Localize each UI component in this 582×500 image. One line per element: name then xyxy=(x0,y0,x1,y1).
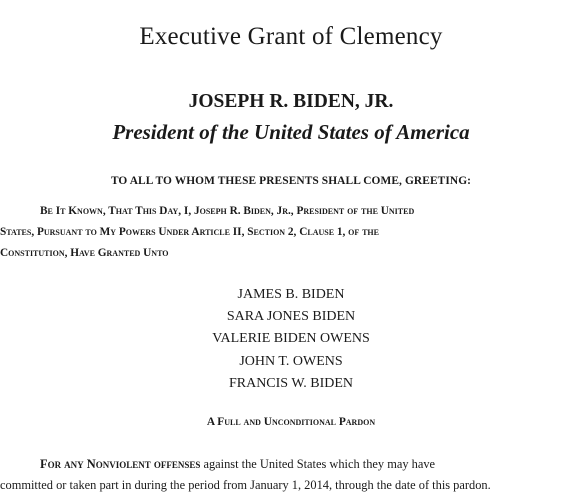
body-line-1-rest: against the United States which they may have xyxy=(200,457,436,471)
recipient-list xyxy=(0,284,582,395)
be-it-known-line-3: Constitution, Have Granted Unto xyxy=(0,247,169,259)
body-line-2: committed or taken part in during the period from January 1, 2014, through the date of this pardon. xyxy=(0,478,491,492)
body-line-1-lead: For any Nonviolent offenses xyxy=(40,457,201,471)
be-it-known-line-1: Be It Known, That This Day, I, Joseph R. Biden, Jr., President of the United xyxy=(40,205,415,217)
recipient-name: JOHN T. OWENS xyxy=(239,353,343,369)
be-it-known-line-2: States, Pursuant to My Powers Under Article II, Section 2, Clause 1, of the xyxy=(0,226,379,238)
recipient-name: JAMES B. BIDEN xyxy=(237,287,345,302)
pardon-type-heading: A Full and Unconditional Pardon xyxy=(206,416,376,428)
pardon-body-paragraph xyxy=(0,454,582,496)
recipient-name: VALERIE BIDEN OWENS xyxy=(212,331,370,347)
greeting-line: TO ALL TO WHOM THESE PRESENTS SHALL COME, GREETING: xyxy=(110,175,472,187)
body-line-1 xyxy=(0,454,582,475)
recipient-name: SARA JONES BIDEN xyxy=(226,309,356,325)
president-office: President of the United States of America xyxy=(112,120,470,144)
recipient-name: FRANCIS W. BIDEN xyxy=(228,375,354,391)
document-title: Executive Grant of Clemency xyxy=(139,23,443,50)
president-name: JOSEPH R. BIDEN, JR. xyxy=(188,91,394,112)
be-it-known-paragraph xyxy=(0,201,582,264)
